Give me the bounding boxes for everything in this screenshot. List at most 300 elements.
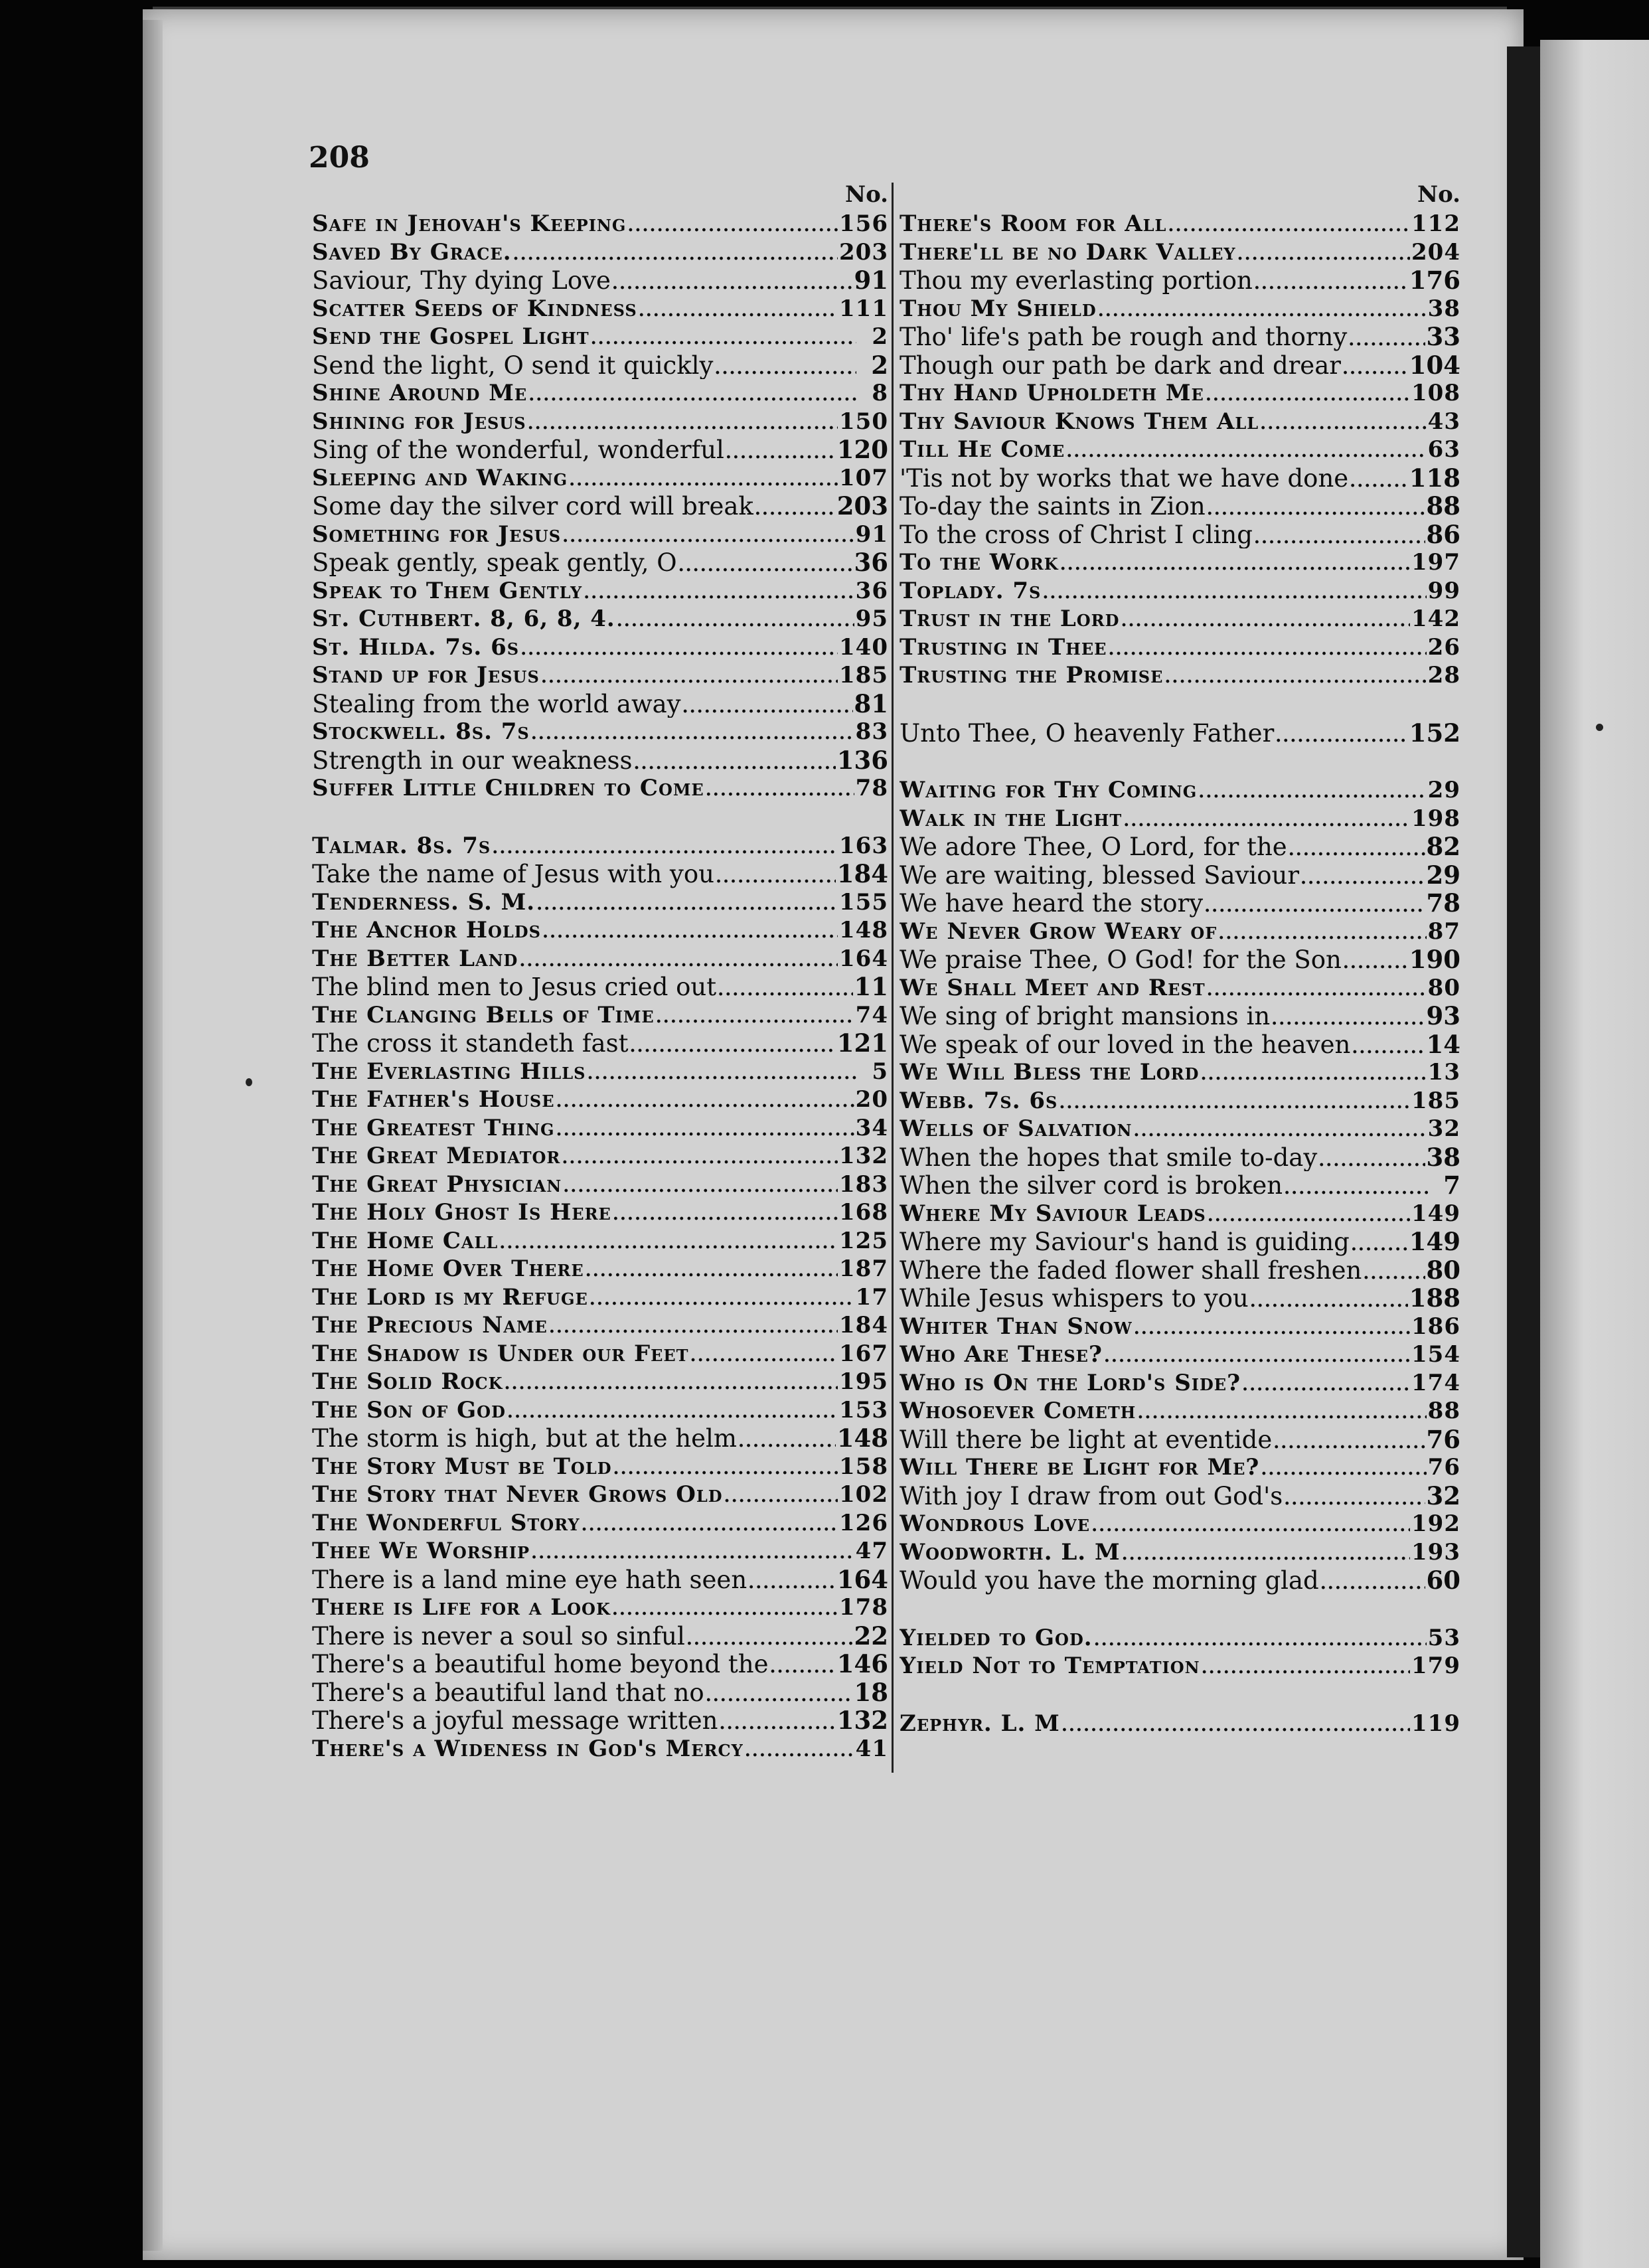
- index-entry: [900, 1369, 1460, 1398]
- index-entry: [312, 832, 888, 860]
- index-entry: [312, 295, 888, 323]
- hymn-number: 102: [839, 1481, 888, 1508]
- dot-leader: [1218, 918, 1426, 946]
- index-entry: [312, 1340, 888, 1368]
- dot-leader: [1352, 1031, 1425, 1059]
- hymn-number: 183: [839, 1171, 888, 1198]
- index-entry: [312, 210, 888, 238]
- dot-leader: [706, 1679, 853, 1707]
- hymn-number: 99: [1427, 577, 1460, 604]
- dot-leader: [584, 577, 854, 606]
- index-entry: [900, 436, 1460, 464]
- index-entry: [900, 1510, 1460, 1538]
- hymn-number: 5: [872, 1058, 888, 1085]
- index-entry: [900, 266, 1460, 295]
- hymn-number: 41: [855, 1735, 888, 1762]
- hymn-title: The Greatest Thing: [312, 1114, 555, 1141]
- hymn-number: 91: [855, 521, 888, 548]
- hymn-number: 119: [1411, 1710, 1460, 1737]
- hymn-number: 36: [854, 548, 888, 577]
- hymn-number: 60: [1426, 1566, 1460, 1595]
- hymn-title: Will there be light at eventide: [900, 1425, 1273, 1453]
- dot-leader: [1273, 1426, 1425, 1454]
- dot-leader: [755, 493, 836, 521]
- index-entry: [900, 1482, 1460, 1510]
- hymn-title: Where my Saviour's hand is guiding: [900, 1228, 1350, 1256]
- hymn-title: The Father's House: [312, 1086, 555, 1113]
- hymn-number: 83: [855, 718, 888, 745]
- hymn-number: 22: [854, 1621, 888, 1650]
- dot-leader: [1237, 238, 1410, 267]
- index-entry: [312, 1593, 888, 1622]
- dot-leader: [1122, 1538, 1410, 1567]
- dot-leader: [1350, 465, 1408, 493]
- dot-leader: [686, 1623, 853, 1651]
- hymn-title: There is a land mine eye hath seen: [312, 1565, 747, 1593]
- dot-leader: [1094, 1624, 1427, 1653]
- hymn-number: 63: [1427, 436, 1460, 463]
- hymn-title: There's a beautiful home beyond the: [312, 1650, 769, 1678]
- dot-leader: [1091, 1510, 1410, 1538]
- hymn-title: The Great Physician: [312, 1171, 562, 1198]
- hymn-number: 153: [839, 1396, 888, 1423]
- index-entry: [312, 1255, 888, 1283]
- index-entry: [312, 888, 888, 917]
- index-column-left: [312, 179, 888, 1763]
- index-entry: [312, 1171, 888, 1199]
- hymn-title: Thy Saviour Knows Them All: [900, 408, 1259, 435]
- hymn-number: 185: [1411, 1087, 1460, 1114]
- hymn-number: 150: [839, 408, 888, 435]
- hymn-title: With joy I draw from out God's: [900, 1481, 1283, 1510]
- hymn-number: 142: [1411, 606, 1460, 632]
- index-entry: [900, 1710, 1460, 1738]
- dot-leader: [541, 661, 838, 690]
- hymn-number: 33: [1426, 323, 1460, 351]
- dot-leader: [531, 1537, 854, 1566]
- hymn-number: 140: [839, 633, 888, 661]
- hymn-number: 188: [1409, 1284, 1460, 1313]
- hymn-title: The Better Land: [312, 945, 518, 972]
- hymn-number: 184: [836, 860, 888, 888]
- hymn-title: Send the light, O send it quickly: [312, 351, 714, 379]
- dot-leader: [720, 1707, 836, 1735]
- index-entry: [312, 351, 888, 380]
- dot-leader: [1061, 1710, 1410, 1738]
- index-entry: [312, 492, 888, 521]
- dot-leader: [1289, 833, 1425, 861]
- hymn-title: Webb. 7s. 6s: [900, 1087, 1058, 1114]
- hymn-title: Where the faded flower shall freshen: [900, 1256, 1362, 1284]
- hymn-title: Thou My Shield: [900, 295, 1097, 322]
- letter-group-gap: [312, 803, 888, 832]
- letter-group-gap: [900, 1680, 1460, 1710]
- letter-group-gap: [900, 747, 1460, 776]
- hymn-title: The Story Must be Told: [312, 1453, 612, 1480]
- index-list-left: [312, 210, 888, 1763]
- dot-leader: [738, 1425, 836, 1453]
- index-entry: [900, 719, 1460, 748]
- hymn-number: 8: [872, 380, 888, 406]
- hymn-title: There'll be no Dark Valley: [900, 238, 1236, 266]
- index-entry: [900, 1284, 1460, 1313]
- hymn-number: 2: [871, 351, 888, 379]
- index-entry: [312, 1706, 888, 1735]
- hymn-number: 168: [839, 1199, 888, 1226]
- index-entry: [900, 548, 1460, 577]
- hymn-title: There is Life for a Look: [312, 1594, 611, 1621]
- hymn-title: Send the Gospel Light: [312, 323, 589, 350]
- hymn-title: When the silver cord is broken: [900, 1171, 1283, 1200]
- index-entry: [900, 408, 1460, 436]
- hymn-number: 120: [836, 436, 888, 464]
- hymn-title: Woodworth. L. M: [900, 1538, 1121, 1566]
- dot-leader: [582, 1509, 838, 1538]
- dot-leader: [656, 1001, 854, 1030]
- index-entry: [312, 718, 888, 746]
- index-entry: [312, 577, 888, 606]
- index-entry: [900, 1115, 1460, 1143]
- hymn-title: Wondrous Love: [900, 1510, 1091, 1537]
- hymn-title: The storm is high, but at the helm: [312, 1424, 737, 1453]
- index-entry: [312, 1311, 888, 1340]
- hymn-title: The Lord is my Refuge: [312, 1283, 588, 1311]
- index-entry: [312, 860, 888, 888]
- hymn-number: 91: [854, 266, 888, 295]
- hymn-number: 174: [1411, 1369, 1460, 1396]
- hymn-number: 148: [836, 1424, 888, 1453]
- dot-leader: [1318, 1144, 1425, 1172]
- hymn-title: St. Cuthbert. 8, 6, 8, 4.: [312, 606, 615, 632]
- index-entry: [900, 1624, 1460, 1653]
- index-entry: [312, 605, 888, 633]
- hymn-number: 146: [836, 1650, 888, 1678]
- dot-leader: [1342, 352, 1408, 380]
- hymn-number: 107: [839, 464, 888, 491]
- index-entry: [900, 861, 1460, 890]
- hymn-title: Trusting the Promise: [900, 662, 1164, 688]
- hymn-number: 179: [1411, 1653, 1460, 1679]
- hymn-number: 7: [1443, 1171, 1460, 1200]
- column-header-no: No.: [1417, 181, 1460, 208]
- dot-leader: [1242, 1369, 1410, 1398]
- index-entry: [900, 210, 1460, 238]
- dot-leader: [1275, 720, 1408, 748]
- hymn-number: 190: [1409, 945, 1460, 974]
- dot-leader: [536, 888, 838, 917]
- hymn-title: The Home Over There: [312, 1256, 584, 1282]
- hymn-number: 197: [1411, 549, 1460, 576]
- hymn-title: There is never a soul so sinful: [312, 1621, 685, 1650]
- hymn-number: 193: [1411, 1538, 1460, 1566]
- hymn-number: 185: [839, 662, 888, 688]
- dot-leader: [690, 1340, 838, 1368]
- hymn-title: Suffer Little Children to Come: [312, 775, 704, 801]
- index-entry: [312, 408, 888, 436]
- hymn-number: 148: [839, 917, 888, 943]
- index-entry: [900, 1058, 1460, 1087]
- hymn-title: We are waiting, blessed Saviour: [900, 860, 1300, 889]
- index-entry: [900, 351, 1460, 380]
- dot-leader: [1104, 1340, 1410, 1369]
- dot-leader: [499, 1227, 838, 1256]
- dot-leader: [682, 690, 853, 718]
- dot-leader: [770, 1651, 836, 1678]
- hymn-number: 108: [1411, 380, 1460, 406]
- index-entry: [900, 889, 1460, 918]
- hymn-number: 47: [855, 1538, 888, 1564]
- hymn-number: 187: [839, 1256, 888, 1282]
- dot-leader: [507, 1396, 838, 1425]
- hymn-number: 136: [836, 746, 888, 774]
- index-entry: [312, 1368, 888, 1396]
- index-entry: [900, 633, 1460, 662]
- hymn-number: 29: [1426, 860, 1460, 889]
- dot-leader: [1042, 577, 1426, 606]
- hymn-number: 76: [1427, 1454, 1460, 1481]
- hymn-title: Though our path be dark and drear: [900, 351, 1341, 379]
- dot-leader: [1121, 605, 1410, 633]
- index-entry: [900, 805, 1460, 833]
- index-entry: [312, 1622, 888, 1651]
- index-entry: [312, 1537, 888, 1566]
- index-entry: [900, 1652, 1460, 1680]
- hymn-number: 36: [855, 577, 888, 604]
- index-entry: [900, 945, 1460, 974]
- hymn-number: 167: [839, 1340, 888, 1367]
- dot-leader: [1059, 1087, 1410, 1115]
- hymn-title: Take the name of Jesus with you: [312, 860, 714, 888]
- index-entry: [900, 833, 1460, 861]
- hymn-title: Trust in the Lord: [900, 606, 1120, 632]
- index-entry: [900, 1171, 1460, 1200]
- hymn-title: Thou my everlasting portion: [900, 266, 1253, 295]
- index-entry: [900, 295, 1460, 323]
- dot-leader: [586, 1255, 838, 1283]
- hymn-title: Stockwell. 8s. 7s: [312, 718, 530, 745]
- hymn-title: The Wonderful Story: [312, 1509, 580, 1536]
- index-entry: [900, 577, 1460, 606]
- dot-leader: [612, 267, 853, 295]
- dot-leader: [678, 549, 853, 577]
- hymn-title: Shine Around Me: [312, 380, 528, 406]
- hymn-title: Trusting in Thee: [900, 633, 1107, 661]
- hymn-title: There's Room for All: [900, 210, 1167, 237]
- hymn-number: 118: [1409, 463, 1460, 492]
- index-entry: [312, 1058, 888, 1086]
- index-entry: [900, 1453, 1460, 1482]
- hymn-number: 14: [1426, 1030, 1460, 1058]
- hymn-title: Thee We Worship: [312, 1538, 530, 1564]
- hymn-title: Speak gently, speak gently, O: [312, 548, 677, 577]
- hymn-number: 20: [855, 1086, 888, 1113]
- hymn-title: Thy Hand Upholdeth Me: [900, 380, 1204, 406]
- hymn-number: 86: [1426, 520, 1460, 548]
- dot-leader: [588, 1058, 857, 1086]
- hymn-title: The Precious Name: [312, 1312, 548, 1338]
- hymn-number: 43: [1427, 408, 1460, 435]
- hymn-number: 34: [855, 1114, 888, 1141]
- dot-leader: [519, 945, 838, 973]
- dot-leader: [1066, 436, 1426, 464]
- index-entry: [900, 1313, 1460, 1341]
- index-entry: [312, 1029, 888, 1058]
- dot-leader: [1098, 295, 1427, 323]
- hymn-title: The Holy Ghost Is Here: [312, 1199, 611, 1226]
- hymn-number: 111: [839, 295, 888, 322]
- index-entry: [312, 1086, 888, 1114]
- index-entry: [900, 1030, 1460, 1059]
- hymn-title: Unto Thee, O heavenly Father: [900, 718, 1275, 747]
- hymn-title: Shining for Jesus: [312, 408, 526, 435]
- dot-leader: [745, 1735, 854, 1763]
- hymn-title: The Son of God: [312, 1396, 506, 1423]
- hymn-title: When the hopes that smile to-day: [900, 1143, 1318, 1171]
- hymn-number: 38: [1426, 1143, 1460, 1171]
- hymn-number: 88: [1427, 1398, 1460, 1424]
- hymn-title: We praise Thee, O God! for the Son: [900, 945, 1342, 974]
- dot-leader: [629, 1030, 835, 1058]
- index-entry: [900, 464, 1460, 493]
- hymn-title: The Solid Rock: [312, 1368, 503, 1395]
- page-gutter-left: [143, 20, 163, 2251]
- hymn-number: 80: [1426, 1256, 1460, 1284]
- hymn-number: 32: [1427, 1115, 1460, 1142]
- index-entry: [312, 1735, 888, 1763]
- dot-leader: [513, 238, 838, 267]
- hymn-title: Sing of the wonderful, wonderful: [312, 436, 724, 464]
- hymn-number: 203: [839, 238, 888, 266]
- dot-leader: [1164, 661, 1426, 690]
- index-entry: [312, 774, 888, 803]
- dot-leader: [1261, 1453, 1426, 1482]
- hymn-title: Who Are These?: [900, 1341, 1103, 1368]
- hymn-title: The blind men to Jesus cried out: [312, 973, 717, 1001]
- index-entry: [312, 945, 888, 973]
- hymn-number: 184: [839, 1312, 888, 1338]
- hymn-title: Yielded to God.: [900, 1624, 1093, 1651]
- hymn-number: 11: [854, 973, 888, 1001]
- hymn-title: The Great Mediator: [312, 1143, 561, 1169]
- dot-leader: [706, 774, 854, 803]
- hymn-number: 28: [1427, 662, 1460, 688]
- hymn-title: The Anchor Holds: [312, 917, 541, 943]
- hymn-title: To the Work: [900, 549, 1059, 576]
- hymn-title: There's a beautiful land that no: [312, 1678, 704, 1706]
- index-entry: [312, 746, 888, 775]
- dot-leader: [589, 1283, 854, 1312]
- index-entry: [900, 605, 1460, 633]
- hymn-title: The Home Call: [312, 1227, 499, 1254]
- hymn-number: 132: [839, 1143, 888, 1169]
- hymn-number: 152: [1409, 718, 1460, 747]
- index-entry: [900, 1566, 1460, 1595]
- index-entry: [900, 1538, 1460, 1567]
- dot-leader: [528, 408, 838, 436]
- hymn-number: 155: [839, 888, 888, 916]
- hymn-title: 'Tis not by works that we have done: [900, 463, 1349, 492]
- dot-leader: [612, 1593, 838, 1622]
- index-entry: [900, 661, 1460, 690]
- index-entry: [900, 918, 1460, 946]
- index-entry: [312, 521, 888, 549]
- hymn-title: Tenderness. S. M.: [312, 888, 536, 916]
- hymn-number: 81: [854, 689, 888, 718]
- index-entry: [900, 1228, 1460, 1256]
- dot-leader: [716, 860, 836, 888]
- dot-leader: [617, 605, 854, 633]
- index-entry: [900, 1425, 1460, 1454]
- index-entry: [900, 1002, 1460, 1030]
- hymn-title: Speak to Them Gently: [312, 577, 583, 604]
- index-entry: [900, 238, 1460, 267]
- hymn-title: We Shall Meet and Rest: [900, 974, 1206, 1001]
- dot-leader: [748, 1566, 836, 1594]
- dot-leader: [528, 379, 856, 408]
- index-entry: [900, 492, 1460, 521]
- hymn-title: Yield Not to Temptation: [900, 1653, 1200, 1679]
- index-entry: [312, 916, 888, 945]
- dot-leader: [1363, 1257, 1425, 1285]
- column-header-no: No.: [845, 181, 888, 208]
- dot-leader: [1351, 1228, 1408, 1256]
- hymn-number: 158: [839, 1453, 888, 1480]
- dot-leader: [1198, 776, 1426, 805]
- hymn-number: 156: [839, 210, 888, 237]
- hymn-number: 78: [855, 775, 888, 801]
- dot-leader: [520, 633, 838, 662]
- hymn-title: Saviour, Thy dying Love: [312, 266, 611, 295]
- hymn-number: 76: [1426, 1425, 1460, 1453]
- hymn-number: 149: [1411, 1200, 1460, 1227]
- index-entry: [900, 521, 1460, 549]
- dot-leader: [563, 1171, 838, 1199]
- dot-leader: [634, 747, 836, 775]
- hymn-title: Whosoever Cometh: [900, 1398, 1137, 1424]
- index-entry: [312, 1142, 888, 1171]
- index-entry: [312, 661, 888, 690]
- index-entry: [312, 1453, 888, 1481]
- index-entry: [312, 1198, 888, 1227]
- hymn-number: 29: [1427, 777, 1460, 803]
- index-entry: [312, 266, 888, 295]
- hymn-title: The Everlasting Hills: [312, 1058, 586, 1085]
- hymn-number: 93: [1426, 1002, 1460, 1030]
- dot-leader: [639, 295, 838, 323]
- index-entry: [900, 1200, 1460, 1228]
- dot-leader: [1207, 974, 1427, 1003]
- index-entry: [312, 436, 888, 464]
- dot-leader: [1206, 379, 1410, 408]
- hymn-title: We have heard the story: [900, 889, 1204, 918]
- hymn-number: 53: [1427, 1624, 1460, 1651]
- dot-leader: [1320, 1567, 1425, 1595]
- hymn-title: Stealing from the world away: [312, 689, 681, 718]
- index-entry: [312, 1396, 888, 1425]
- hymn-number: 192: [1411, 1510, 1460, 1537]
- binding-shadow: [1507, 46, 1540, 2257]
- hymn-title: Stand up for Jesus: [312, 662, 540, 688]
- hymn-title: To the cross of Christ I cling: [900, 520, 1253, 548]
- dot-leader: [1204, 890, 1425, 918]
- hymn-title: We speak of our loved in the heaven: [900, 1030, 1351, 1058]
- letter-group-gap: [900, 1595, 1460, 1624]
- index-entry: [312, 1481, 888, 1509]
- index-entry: [312, 548, 888, 577]
- hymn-number: 17: [855, 1283, 888, 1311]
- index-column-right: [900, 179, 1460, 1738]
- hymn-title: Zephyr. L. M: [900, 1710, 1060, 1737]
